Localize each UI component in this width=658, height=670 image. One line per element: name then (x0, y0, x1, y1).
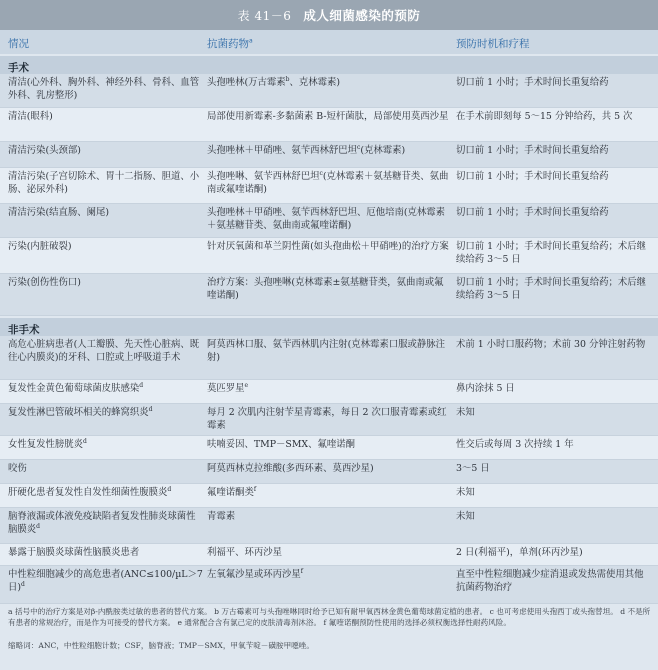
table-row (0, 436, 658, 460)
cell-situation: 咬伤 (8, 463, 27, 474)
cell-situation: 脑脊液漏或体液免疫缺陷者复发性肺炎球菌性脑膜炎$^d$ (8, 511, 196, 535)
cell-antibiotics: 头孢唑林＋甲硝唑、氨苄西林舒巴坦$^c$(克林霉素) (207, 143, 406, 156)
footnote-mark: d (139, 381, 144, 389)
table-abbreviations: 缩略词：ANC，中性粒细胞计数；CSF，脑脊液；TMP－SMX，甲氧苄啶－磺胺甲噁唑。 (8, 641, 314, 650)
cell-antibiotics: 阿莫西林口服、氨苄西林肌内注射(克林霉素口服或静脉注射) (207, 339, 446, 363)
table-row (0, 508, 658, 544)
cell-antibiotics: 呋喃妥因、TMP－SMX、氟喹诺酮 (207, 439, 355, 450)
cell-situation: 清洁污染(结直肠、阑尾) (8, 207, 110, 218)
table-title: 成人细菌感染的预防 (303, 8, 421, 23)
cell-antibiotics: 氟喹诺酮类$^f$ (207, 485, 257, 498)
table-row (0, 142, 658, 168)
table-row (0, 204, 658, 238)
table-row (0, 238, 658, 274)
cell-antibiotics: 阿莫西林克拉维酸(多西环素、莫西沙星) (207, 463, 374, 474)
table-header-row (0, 30, 658, 54)
cell-antibiotics: 莫匹罗星$^e$ (207, 381, 249, 394)
footnote-mark: d (83, 437, 87, 445)
table-row (0, 404, 658, 436)
cell-situation: 清洁污染(子宫切除术、胃十二指肠、胆道、小肠、泌尿外科) (8, 171, 200, 195)
cell-antibiotics: 左氧氟沙星或环丙沙星$^f$ (207, 567, 303, 580)
cell-antibiotics: 每月 2 次肌内注射苄星青霉素，每日 2 次口服青霉素或红霉素 (207, 407, 447, 431)
table-row (0, 460, 658, 484)
cell-antibiotics: 局部使用新霉素-多黏菌素 B-短杆菌肽，局部使用莫西沙星 (207, 111, 449, 122)
section-header (0, 56, 658, 74)
cell-timing: 切口前 1 小时；手术时间长重复给药 (456, 145, 609, 156)
cell-situation: 清洁(眼科) (8, 111, 53, 122)
header-timing: 预防时机和疗程 (456, 38, 530, 50)
table-row (0, 484, 658, 508)
footnote-mark: e (244, 381, 249, 389)
section-header (0, 318, 658, 336)
cell-antibiotics: 治疗方案：头孢唑啉(克林霉素±氨基糖苷类，氨曲南或氟喹诺酮) (207, 277, 444, 301)
cell-antibiotics: 针对厌氧菌和革兰阴性菌(如头孢曲松＋甲硝唑)的治疗方案 (207, 241, 449, 252)
cell-timing: 切口前 1 小时；手术时间长重复给药；术后继续给药 3～5 日 (456, 241, 647, 265)
header-antibiotics: 抗菌药物$^a$ (207, 37, 253, 50)
header-footnote-mark: a (249, 37, 253, 45)
cell-antibiotics: 头孢唑林(万古霉素$^b$、克林霉素) (207, 75, 341, 88)
table-footnote: a 括号中的治疗方案是对β-内酰胺类过敏的患者的替代方案。 b 万古霉素可与头孢唑啉同时给予已知有耐甲氧西林金黄色葡萄球菌定植的患者。 c 也可考虑使用头孢西丁或头孢替坦。 d 不是所有患者的常规治疗，而是作为可接受的替代方案。 e 通常配合含有氯己定的皮肤清毒剂沐浴。 f 氟喹诺酮预防性使用的选择必须权衡选择性耐药风险。 (8, 607, 651, 627)
cell-timing: 切口前 1 小时；手术时间长重复给药；术后继续给药 3～5 日 (456, 277, 647, 301)
table-row (0, 168, 658, 204)
cell-timing: 未知 (456, 487, 475, 498)
table-row (0, 74, 658, 108)
cell-timing: 在手术前即刻每 5～15 分钟给药，共 5 次 (456, 111, 633, 122)
footnote-mark: d (148, 405, 153, 413)
footnote-mark: f (253, 485, 257, 493)
cell-situation: 清洁污染(头颈部) (8, 145, 81, 156)
cell-timing: 3～5 日 (456, 463, 490, 474)
table-row (0, 336, 658, 380)
cell-timing: 鼻内涂抹 5 日 (456, 383, 515, 394)
cell-timing: 直至中性粒细胞减少症消退或发热需使用其他抗菌药物治疗 (456, 569, 644, 593)
table-title-bar (0, 0, 658, 30)
cell-timing: 切口前 1 小时；手术时间长重复给药 (456, 77, 609, 88)
footnote-mark: c (357, 143, 361, 151)
cell-timing: 切口前 1 小时；手术时间长重复给药 (456, 171, 609, 182)
cell-antibiotics: 头孢唑林＋甲硝唑、氨苄西林舒巴坦、厄他培南(克林霉素＋氨基糖苷类、氨曲南或氟喹诺酮) (207, 207, 446, 231)
cell-timing: 性交后或每周 3 次持续 1 年 (456, 439, 574, 450)
cell-timing: 术前 1 小时口服药物；术前 30 分钟注射药物 (456, 339, 646, 350)
cell-timing: 切口前 1 小时；手术时间长重复给药 (456, 207, 609, 218)
header-situation: 情况 (8, 38, 29, 50)
footnote-mark: c (319, 169, 323, 177)
cell-situation: 污染(内脏破裂) (8, 241, 72, 252)
cell-situation: 复发性淋巴管破坏相关的蜂窝织炎$^d$ (8, 405, 153, 418)
cell-situation: 复发性金黄色葡萄球菌皮肤感染$^d$ (8, 381, 144, 394)
cell-situation: 中性粒细胞减少的高危患者(ANC≤100/µL＞7 日)$^d$ (8, 569, 203, 593)
footnote-mark: d (36, 522, 40, 530)
cell-timing: 未知 (456, 511, 475, 522)
cell-timing: 未知 (456, 407, 475, 418)
cell-timing: 2 日(利福平)，单剂(环丙沙星) (456, 547, 583, 558)
table-row (0, 566, 658, 604)
footnote-mark: b (285, 75, 290, 83)
cell-situation: 肝硬化患者复发性自发性细菌性腹膜炎$^d$ (8, 485, 172, 498)
cell-situation: 污染(创伤性伤口) (8, 277, 81, 288)
cell-situation: 暴露于脑膜炎球菌性脑膜炎患者 (8, 547, 140, 558)
section-label: 非手术 (8, 324, 40, 336)
table-row (0, 274, 658, 316)
section-label: 手术 (8, 62, 29, 74)
cell-antibiotics: 头孢唑啉、氨苄西林舒巴坦$^c$(克林霉素＋氨基糖苷类、氨曲南或氟喹诺酮) (207, 169, 449, 195)
table-row (0, 108, 658, 142)
cell-antibiotics: 利福平、环丙沙星 (207, 547, 283, 558)
cell-situation: 女性复发性膀胱炎$^d$ (8, 437, 87, 450)
footnote-mark: f (300, 567, 303, 575)
cell-situation: 清洁(心外科、胸外科、神经外科、骨科、血管外科、乳房整形) (8, 77, 200, 101)
footnote-mark: d (167, 485, 172, 493)
cell-situation: 高危心脏病患者(人工瓣膜、先天性心脏病、既往心内膜炎)的牙科、口腔或上呼吸道手术 (8, 339, 200, 363)
table-row (0, 380, 658, 404)
footnote-mark: d (21, 580, 25, 588)
cell-antibiotics: 青霉素 (207, 511, 236, 522)
table-number: 表 41－6 (237, 8, 292, 23)
table-row (0, 544, 658, 566)
